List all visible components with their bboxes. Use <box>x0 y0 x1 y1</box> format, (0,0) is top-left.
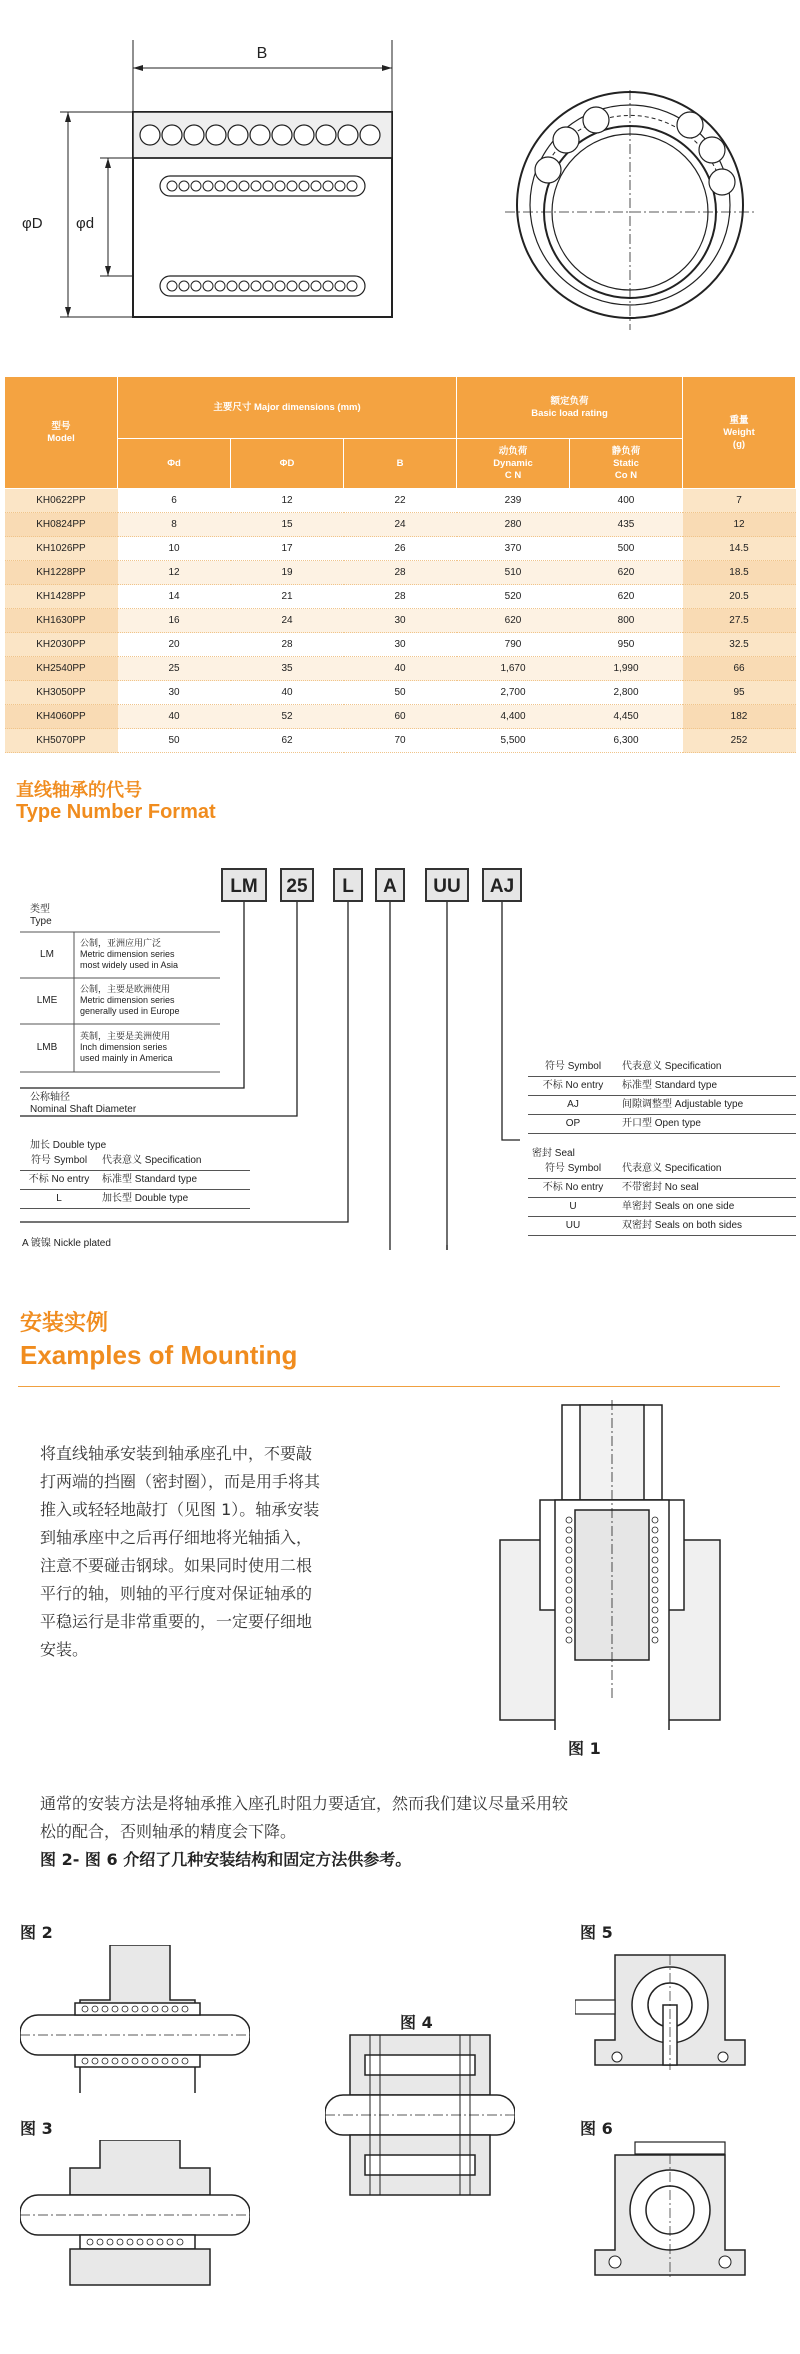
cell-d: 8 <box>118 513 231 537</box>
cell-outer-d: 40 <box>231 681 344 705</box>
type-format-title-en: Type Number Format <box>16 801 216 823</box>
cell-outer-d: 17 <box>231 537 344 561</box>
mounting-paragraph-2: 通常的安装方法是将轴承推入座孔时阻力要适宜，然而我们建议尽量采用较 松的配合，否则轴承的精度会下降。 <box>40 1794 569 1841</box>
cell-dynamic: 5,500 <box>457 729 570 753</box>
cell-weight: 7 <box>683 489 796 513</box>
figure-1-drawing <box>480 1400 730 1730</box>
cell-outer-d: 28 <box>231 633 344 657</box>
header-major: 主要尺寸 Major dimensions (mm) <box>118 377 457 439</box>
table-row <box>5 705 796 729</box>
shaft-diameter: 公称轴径 Nominal Shaft Diameter <box>30 1092 137 1115</box>
cell-dynamic: 280 <box>457 513 570 537</box>
cell-d: 40 <box>118 705 231 729</box>
code-a: A <box>375 868 405 902</box>
table-row <box>5 681 796 705</box>
cell-weight: 18.5 <box>683 561 796 585</box>
cell-d: 50 <box>118 729 231 753</box>
cell-static: 6,300 <box>570 729 683 753</box>
cell-d: 16 <box>118 609 231 633</box>
type-header: 类型 Type <box>30 904 52 927</box>
figure-4-drawing <box>325 2030 515 2200</box>
cell-model: KH1428PP <box>5 585 118 609</box>
cell-width-b: 24 <box>344 513 457 537</box>
cell-outer-d: 12 <box>231 489 344 513</box>
table-row <box>5 609 796 633</box>
figure-6-drawing <box>575 2140 765 2290</box>
cell-model: KH4060PP <box>5 705 118 729</box>
cell-static: 500 <box>570 537 683 561</box>
cell-model: KH3050PP <box>5 681 118 705</box>
code-lm: LM <box>221 868 267 902</box>
figure-3-label: 图 3 <box>20 2119 53 2138</box>
figure-3-drawing <box>20 2140 250 2290</box>
figure-6-label: 图 6 <box>580 2119 613 2138</box>
double-type-table: 符号 Symbol 代表意义 Specification 不标 No entry 标准型 Standard type L 加长型 Double type <box>20 1152 250 1209</box>
cell-static: 620 <box>570 585 683 609</box>
cell-d: 6 <box>118 489 231 513</box>
cell-weight: 252 <box>683 729 796 753</box>
header-static: 静负荷 Static Co N <box>570 439 683 489</box>
cell-width-b: 50 <box>344 681 457 705</box>
cell-dynamic: 520 <box>457 585 570 609</box>
figure-4-label: 图 4 <box>400 2013 433 2032</box>
cell-weight: 20.5 <box>683 585 796 609</box>
cell-static: 620 <box>570 561 683 585</box>
mounting-title-cn: 安装实例 <box>20 1311 109 1336</box>
code-25: 25 <box>280 868 314 902</box>
table-row <box>5 537 796 561</box>
figure-5-drawing <box>575 1945 765 2075</box>
type-code-lme: LME <box>36 995 58 1006</box>
mounting-paragraph-1: 将直线轴承安装到轴承座孔中，不要敲 打两端的挡圈（密封圈），而是用手将其 推入或轻轻地敲打（见图 1）。轴承安装 到轴承座中之后再仔细地将光轴插入， 注意不要碰击钢球。如果同时使用二根 平行的轴，则轴的平行度对保证轴承的 平稳运行是非常重要的，一定要仔细地 安装。 <box>40 1444 321 1659</box>
cell-d: 20 <box>118 633 231 657</box>
cell-model: KH0622PP <box>5 489 118 513</box>
cell-dynamic: 370 <box>457 537 570 561</box>
mounting-divider <box>18 1386 780 1387</box>
cell-static: 1,990 <box>570 657 683 681</box>
cell-static: 2,800 <box>570 681 683 705</box>
code-aj: AJ <box>482 868 522 902</box>
cell-outer-d: 52 <box>231 705 344 729</box>
cell-static: 950 <box>570 633 683 657</box>
seal-table: 符号 Symbol 代表意义 Specification 不标 No entry 不带密封 No seal U 单密封 Seals on one side UU 双密封 Seals on both sides <box>528 1160 796 1236</box>
header-d: Φd <box>118 439 231 489</box>
cell-weight: 182 <box>683 705 796 729</box>
type-desc-lm: 公制，亚洲应用广泛 Metric dimension series most widely used in Asia <box>80 938 179 970</box>
table-row <box>5 633 796 657</box>
cell-dynamic: 2,700 <box>457 681 570 705</box>
table-row <box>5 561 796 585</box>
table-row <box>5 585 796 609</box>
header-D: ΦD <box>231 439 344 489</box>
cell-static: 4,450 <box>570 705 683 729</box>
figure-2-label: 图 2 <box>20 1923 53 1942</box>
code-uu: UU <box>425 868 469 902</box>
type-code-lmb: LMB <box>36 1042 58 1053</box>
cell-d: 14 <box>118 585 231 609</box>
figure-5-label: 图 5 <box>580 1923 613 1942</box>
cell-model: KH0824PP <box>5 513 118 537</box>
figure-1-label: 图 1 <box>568 1739 601 1758</box>
cell-width-b: 70 <box>344 729 457 753</box>
cell-model: KH2030PP <box>5 633 118 657</box>
cell-width-b: 28 <box>344 561 457 585</box>
header-model: 型号 Model <box>5 377 118 489</box>
cell-model: KH5070PP <box>5 729 118 753</box>
code-l: L <box>333 868 363 902</box>
type-desc-lmb: 英制，主要是美洲使用 Inch dimension series used mainly in America <box>80 1031 173 1063</box>
cell-dynamic: 1,670 <box>457 657 570 681</box>
cell-outer-d: 35 <box>231 657 344 681</box>
table-row <box>5 729 796 753</box>
cell-width-b: 60 <box>344 705 457 729</box>
cell-width-b: 28 <box>344 585 457 609</box>
cell-outer-d: 15 <box>231 513 344 537</box>
cell-weight: 27.5 <box>683 609 796 633</box>
header-weight: 重量 Weight (g) <box>683 377 796 489</box>
table-row <box>5 657 796 681</box>
cell-outer-d: 19 <box>231 561 344 585</box>
cell-dynamic: 510 <box>457 561 570 585</box>
cell-dynamic: 620 <box>457 609 570 633</box>
cell-dynamic: 239 <box>457 489 570 513</box>
cell-width-b: 40 <box>344 657 457 681</box>
cell-static: 435 <box>570 513 683 537</box>
type-desc-lme: 公制，主要是欧洲使用 Metric dimension series generally used in Europe <box>80 984 180 1016</box>
type-format-title-cn: 直线轴承的代号 <box>16 780 142 801</box>
cell-outer-d: 62 <box>231 729 344 753</box>
type-code-lm: LM <box>40 949 54 960</box>
dim-outer-label: φD <box>22 215 43 232</box>
seal-title: 密封 Seal <box>532 1148 575 1159</box>
nickle-plated: A 镀镍 Nickle plated <box>22 1238 111 1249</box>
cell-width-b: 26 <box>344 537 457 561</box>
cell-d: 30 <box>118 681 231 705</box>
cell-weight: 66 <box>683 657 796 681</box>
cell-static: 800 <box>570 609 683 633</box>
cell-width-b: 22 <box>344 489 457 513</box>
cell-d: 10 <box>118 537 231 561</box>
cell-d: 12 <box>118 561 231 585</box>
cell-weight: 14.5 <box>683 537 796 561</box>
adjust-table: 符号 Symbol 代表意义 Specification 不标 No entry 标准型 Standard type AJ 间隙调整型 Adjustable type OP 开口型 Open type <box>528 1058 796 1134</box>
dim-inner-label: φd <box>76 215 95 232</box>
cell-weight: 95 <box>683 681 796 705</box>
cell-width-b: 30 <box>344 609 457 633</box>
cell-dynamic: 4,400 <box>457 705 570 729</box>
header-dynamic: 动负荷 Dynamic C N <box>457 439 570 489</box>
table-row <box>5 489 796 513</box>
double-type-title: 加长 Double type <box>30 1140 107 1151</box>
cell-dynamic: 790 <box>457 633 570 657</box>
cell-model: KH2540PP <box>5 657 118 681</box>
cell-weight: 32.5 <box>683 633 796 657</box>
cell-outer-d: 21 <box>231 585 344 609</box>
mounting-paragraph-3: 图 2- 图 6 介绍了几种安装结构和固定方法供参考。 <box>40 1850 412 1869</box>
header-B: B <box>344 439 457 489</box>
cell-static: 400 <box>570 489 683 513</box>
dim-b-label: B <box>256 45 268 62</box>
cell-width-b: 30 <box>344 633 457 657</box>
table-row <box>5 513 796 537</box>
cell-model: KH1026PP <box>5 537 118 561</box>
cell-model: KH1228PP <box>5 561 118 585</box>
cell-model: KH1630PP <box>5 609 118 633</box>
figure-2-drawing <box>20 1945 250 2095</box>
cell-outer-d: 24 <box>231 609 344 633</box>
spec-table <box>4 376 796 753</box>
cell-weight: 12 <box>683 513 796 537</box>
header-load: 额定负荷 Basic load rating <box>457 377 683 439</box>
bearing-drawing <box>0 0 800 370</box>
mounting-title-en: Examples of Mounting <box>20 1340 298 1370</box>
cell-d: 25 <box>118 657 231 681</box>
